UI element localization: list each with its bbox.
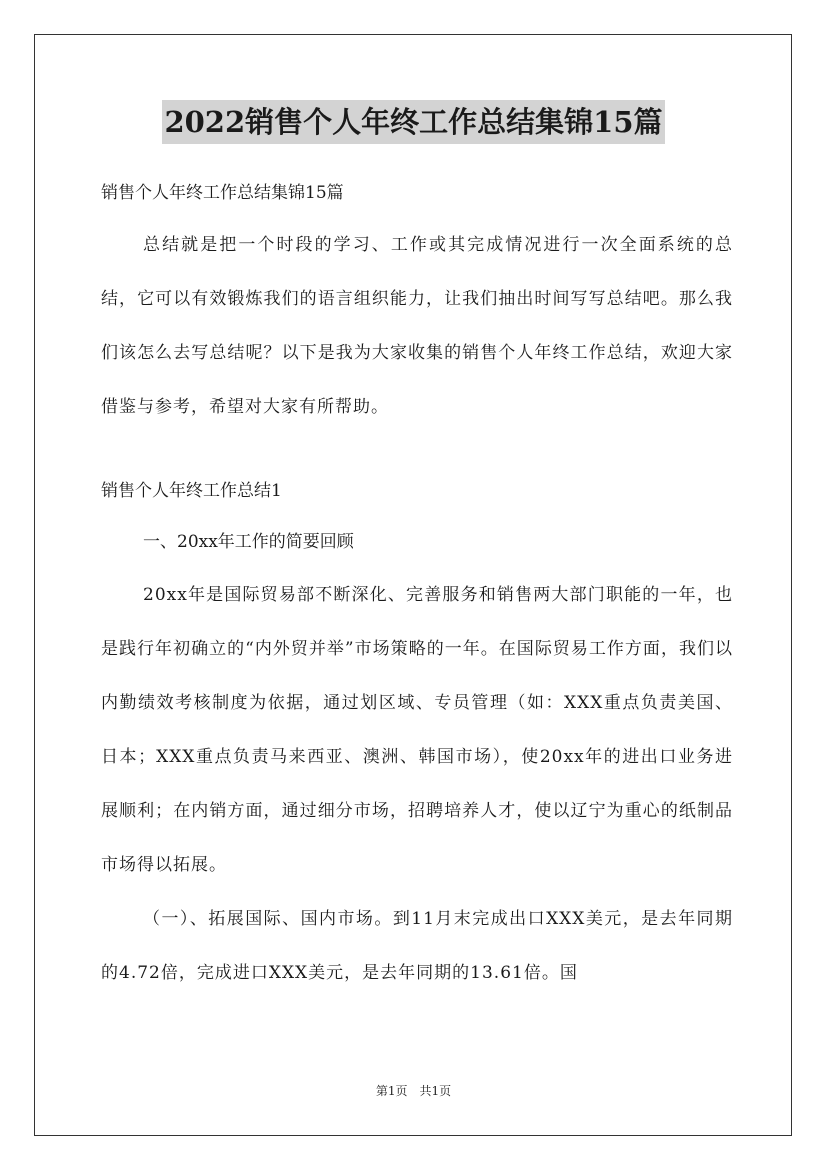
- intro-paragraph: 总结就是把一个时段的学习、工作或其完成情况进行一次全面系统的总结，它可以有效锻炼我们的语言组织能力，让我们抽出时间写写总结吧。那么我们该怎么去写总结呢？以下是我为大家收集的销售个人年终工作总结，欢迎大家借鉴与参考，希望对大家有所帮助。: [101, 235, 733, 417]
- document-subtitle: 销售个人年终工作总结集锦15篇: [101, 183, 344, 203]
- body-paragraph: （一）、拓展国际、国内市场。到11月末完成出口XXX美元，是去年同期的4.72倍，完成进口XXX美元，是去年同期的13.61倍。国: [101, 909, 733, 983]
- title-area: [0, 100, 827, 144]
- section-subheading: 一、20xx年工作的简要回顾: [143, 532, 354, 552]
- document-title: 2022销售个人年终工作总结集锦15篇: [162, 100, 664, 144]
- section-gap: [101, 434, 733, 466]
- page-footer: 第1页 共1页: [375, 1084, 452, 1098]
- document-body: [101, 168, 733, 1000]
- section-heading: 销售个人年终工作总结1: [101, 481, 282, 501]
- body-paragraph: 20xx年是国际贸易部不断深化、完善服务和销售两大部门职能的一年，也是践行年初确立的“内外贸并举”市场策略的一年。在国际贸易工作方面，我们以内勤绩效考核制度为依据，通过划区域、专员管理（如：XXX重点负责美国、日本；XXX重点负责马来西亚、澳洲、韩国市场），使20xx年的进出口业务进展顺利；在内销方面，通过细分市场，招聘培养人才，使以辽宁为重心的纸制品市场得以拓展。: [101, 585, 733, 875]
